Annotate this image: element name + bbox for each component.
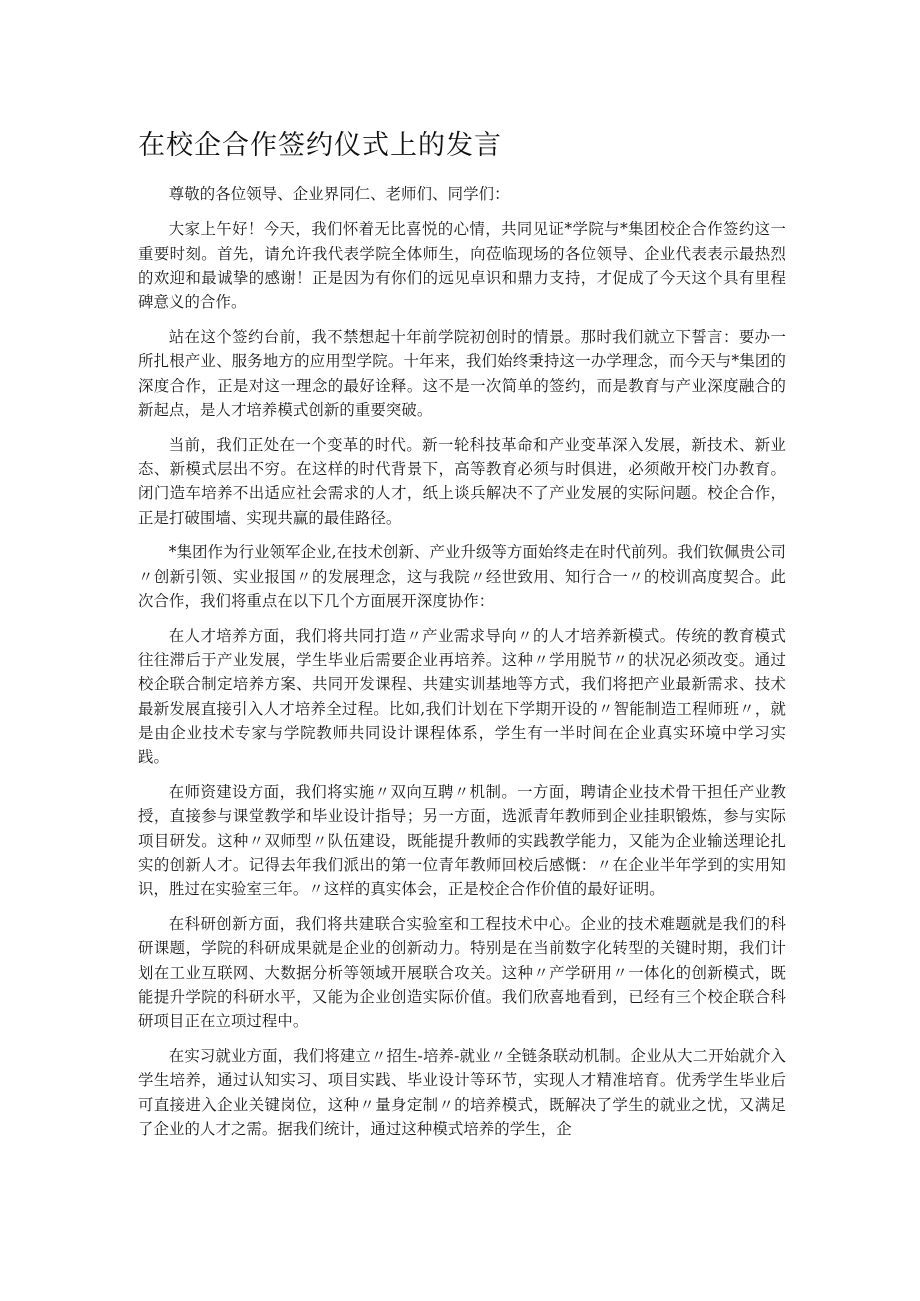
opening-paragraph: 大家上午好！今天，我们怀着无比喜悦的心情，共同见证*学院与*集团校企合作签约这一重要时刻。首先，请允许我代表学院全体师生，向莅临现场的各位领导、企业代表表示最热烈的欢迎和最诚挚的感谢！正是因为有你们的远见卓识和鼎力支持，才促成了今天这个具有里程碑意义的合作。 — [138, 220, 786, 312]
faculty-building-paragraph: 在师资建设方面，我们将实施〃双向互聘〃机制。一方面，聘请企业技术骨干担任产业教授，直接参与课堂教学和毕业设计指导；另一方面，选派青年教师到企业挂职锻炼，参与实际项目研发。这种〃双师型〃队伍建设，既能提升教师的实践教学能力，又能为企业输送理论扎实的创新人才。记得去年我们派出的第一位青年教师回校后感慨：〃在企业半年学到的实用知识，胜过在实验室三年。〃这样的真实体会，正是校企合作价值的最好证明。 — [138, 783, 786, 899]
history-paragraph: 站在这个签约台前，我不禁想起十年前学院初创时的情景。那时我们就立下誓言：要办一所扎根产业、服务地方的应用型学院。十年来，我们始终秉持这一办学理念，而今天与*集团的深度合作，正是对这一理念的最好诠释。这不是一次简单的签约，而是教育与产业深度融合的新起点，是人才培养模式创新的重要突破。 — [138, 327, 786, 419]
era-paragraph: 当前，我们正处在一个变革的时代。新一轮科技革命和产业变革深入发展，新技术、新业态、新模式层出不穷。在这样的时代背景下，高等教育必须与时俱进，必须敞开校门办教育。闭门造车培养不出适应社会需求的人才，纸上谈兵解决不了产业发展的实际问题。校企合作，正是打破围墙、实现共赢的最佳路径。 — [138, 435, 786, 527]
partner-paragraph: *集团作为行业领军企业,在技术创新、产业升级等方面始终走在时代前列。我们钦佩贵公司〃创新引领、实业报国〃的发展理念，这与我院〃经世致用、知行合一〃的校训高度契合。此次合作，我们将重点在以下几个方面展开深度协作： — [138, 543, 786, 610]
document-page — [138, 128, 786, 1152]
talent-cultivation-paragraph: 在人才培养方面，我们将共同打造〃产业需求导向〃的人才培养新模式。传统的教育模式往往滞后于产业发展，学生毕业后需要企业再培养。这种〃学用脱节〃的状况必须改变。通过校企联合制定培养方案、共同开发课程、共建实训基地等方式，我们将把产业最新需求、技术最新发展直接引入人才培养全过程。比如,我们计划在下学期开设的〃智能制造工程师班〃，就是由企业技术专家与学院教师共同设计课程体系，学生有一半时间在企业真实环境中学习实践。 — [138, 626, 786, 767]
document-title: 在校企合作签约仪式上的发言 — [138, 130, 502, 161]
research-innovation-paragraph: 在科研创新方面，我们将共建联合实验室和工程技术中心。企业的技术难题就是我们的科研课题，学院的科研成果就是企业的创新动力。特别是在当前数字化转型的关键时期，我们计划在工业互联网、大数据分析等领域开展联合攻关。这种〃产学研用〃一体化的创新模式，既能提升学院的科研水平，又能为企业创造实际价值。我们欣喜地看到，已经有三个校企联合科研项目正在立项过程中。 — [138, 915, 786, 1031]
salutation-paragraph: 尊敬的各位领导、企业界同仁、老师们、同学们： — [168, 185, 510, 203]
internship-employment-paragraph: 在实习就业方面，我们将建立〃招生-培养-就业〃全链条联动机制。企业从大二开始就介入学生培养，通过认知实习、项目实践、毕业设计等环节，实现人才精准培育。优秀学生毕业后可直接进入企业关键岗位，这种〃量身定制〃的培养模式，既解决了学生的就业之忧，又满足了企业的人才之需。据我们统计，通过这种模式培养的学生，企 — [138, 1047, 786, 1138]
